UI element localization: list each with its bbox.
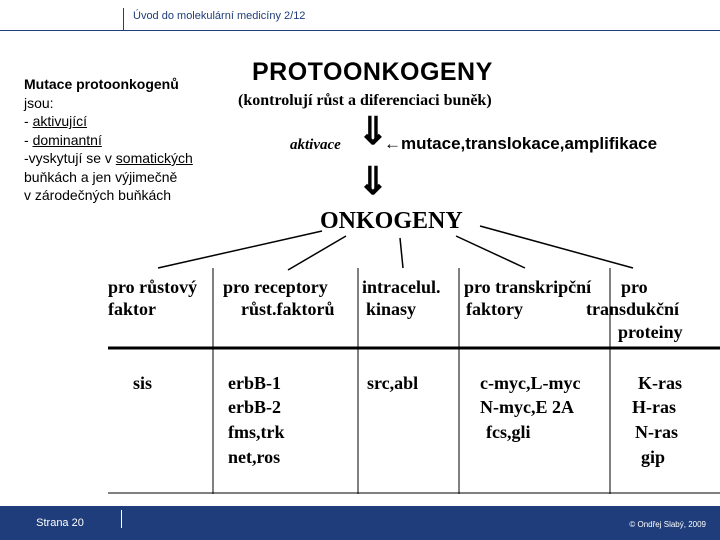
header-kinases-l2: kinasy	[366, 299, 417, 319]
cell-col2: erbB-2	[228, 397, 281, 417]
cell-col2: erbB-1	[228, 373, 281, 393]
header-growth-factor-l2: faktor	[108, 299, 156, 319]
footer-divider	[121, 510, 122, 528]
page-number: Strana 20	[36, 517, 84, 529]
somatic-term: somatických	[115, 150, 193, 166]
copyright: © Ondřej Slabý, 2009	[629, 520, 706, 529]
activating-term: aktivující	[32, 113, 88, 129]
cell-col5: K-ras	[638, 373, 682, 393]
desc-prefix: -	[24, 113, 33, 129]
cell-col4: fcs,gli	[486, 422, 531, 442]
mutation-types: ←mutace,translokace,amplifikace	[384, 134, 658, 153]
header-transcription-l1: pro transkripční	[464, 277, 592, 297]
activation-label: aktivace	[290, 137, 341, 153]
cell-col5: N-ras	[635, 422, 678, 442]
down-arrow-icon: ⇓	[357, 161, 389, 203]
desc-line-1: Mutace protoonkogenů	[24, 76, 179, 92]
header-receptors-l1: pro receptory	[223, 277, 328, 297]
diagram-subtitle: (kontrolují růst a diferenciaci buněk)	[238, 92, 492, 109]
cell-col2: fms,trk	[228, 422, 285, 442]
desc-prefix: -vyskytují se v	[24, 150, 116, 166]
course-title: Úvod do molekulární medicíny 2/12	[133, 10, 306, 22]
header-transduction-l2: transdukční	[586, 299, 680, 319]
cell-col5: H-ras	[632, 397, 676, 417]
desc-line-2: jsou:	[24, 94, 54, 111]
header-transcription-l2: faktory	[466, 299, 523, 319]
cell-col2: net,ros	[228, 447, 281, 467]
down-arrow-icon: ⇓	[357, 111, 389, 153]
oncogenes-heading: ONKOGENY	[320, 208, 463, 234]
header-receptors-l2: růst.faktorů	[241, 299, 335, 319]
branch-line	[400, 238, 403, 268]
dominant-term: dominantní	[32, 131, 102, 148]
cell-col4: c-myc,L-myc	[480, 373, 581, 393]
header-transduction-l3: proteiny	[618, 322, 683, 342]
cell-col1: sis	[133, 373, 153, 393]
branch-line	[158, 231, 322, 268]
desc-line-7: v zárodečných buňkách	[24, 187, 172, 203]
header-growth-factor-l1: pro růstový	[108, 277, 198, 297]
cell-col3: src,abl	[367, 373, 419, 393]
branch-line	[288, 236, 346, 270]
header-kinases-l1: intracelul.	[362, 277, 441, 297]
desc-line-6: buňkách a jen výjimečně	[24, 168, 178, 185]
cell-col4: N-myc,E 2A	[480, 397, 574, 417]
diagram-title: PROTOONKOGENY	[252, 58, 493, 86]
header-transduction-l1: pro	[621, 277, 648, 297]
desc-prefix: -	[24, 131, 33, 148]
cell-col5: gip	[641, 447, 666, 467]
branch-line	[456, 236, 525, 268]
branch-line	[480, 226, 633, 268]
